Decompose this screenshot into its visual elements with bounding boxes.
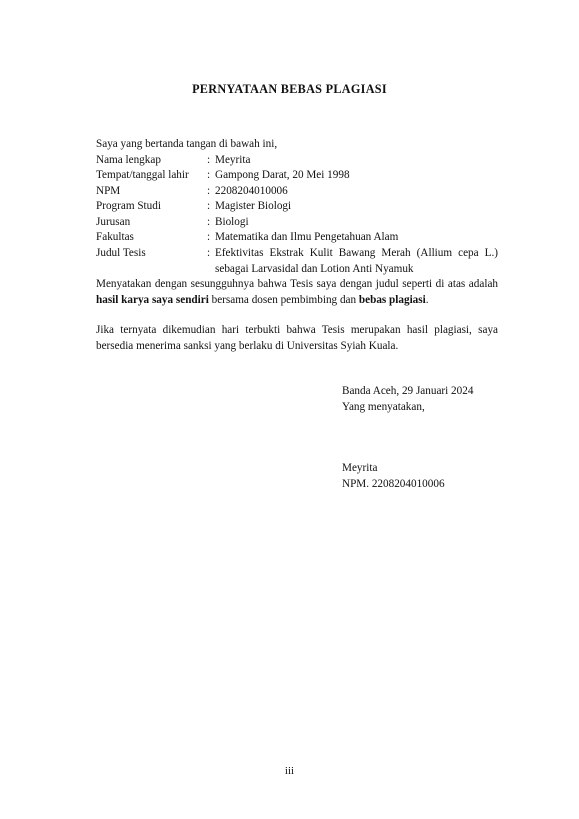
field-colon: : — [207, 200, 211, 213]
field-colon: : — [207, 247, 211, 260]
field-value: Matematika dan Ilmu Pengetahuan Alam — [215, 231, 399, 244]
statement-emphasis: hasil karya saya sendiri — [96, 293, 209, 306]
field-row-npm — [96, 184, 498, 200]
field-row-department — [96, 215, 498, 231]
field-colon: : — [207, 184, 211, 197]
page-title: PERNYATAAN BEBAS PLAGIASI — [192, 82, 387, 96]
field-value: Gampong Darat, 20 Mei 1998 — [215, 169, 350, 182]
thesis-title-value: Efektivitas Ekstrak Kulit Bawang Merah (Allium cepa L.) sebagai Larvasidal dan Lotion Anti Nyamuk — [215, 247, 498, 275]
statement-emphasis: bebas plagiasi — [358, 293, 426, 306]
field-row-program — [96, 199, 498, 215]
intro-text: Saya yang bertanda tangan di bawah ini, — [96, 138, 278, 150]
field-label: Nama lengkap — [96, 153, 161, 166]
statement-text: Menyatakan dengan sesungguhnya bahwa Tesis saya dengan judul seperti di atas adalah — [96, 278, 498, 290]
field-row-thesis-title — [96, 246, 498, 277]
field-value: Biologi — [215, 215, 249, 228]
signature-block — [342, 384, 473, 492]
field-colon: : — [207, 169, 211, 182]
field-label: NPM — [96, 184, 121, 197]
field-colon: : — [207, 153, 211, 166]
signer-name: Meyrita — [342, 462, 378, 475]
field-row-birth — [96, 168, 498, 184]
field-value: Meyrita — [215, 153, 251, 166]
field-value: Magister Biologi — [215, 200, 292, 213]
field-label: Tempat/tanggal lahir — [96, 169, 189, 182]
field-row-faculty — [96, 230, 498, 246]
signature-space — [342, 415, 473, 461]
place-date: Banda Aceh, 29 Januari 2024 — [342, 385, 474, 397]
statement-text: . — [425, 293, 429, 306]
field-colon: : — [207, 215, 211, 228]
field-label: Fakultas — [96, 231, 134, 244]
field-value: 2208204010006 — [215, 184, 288, 197]
consequence-paragraph: Jika ternyata dikemudian hari terbukti bahwa Tesis merupakan hasil plagiasi, saya bersedia menerima sanksi yang berlaku di Universitas Syiah Kuala. — [96, 324, 498, 352]
statement-paragraph — [96, 277, 498, 308]
page-number: iii — [284, 765, 295, 777]
declarant-label: Yang menyatakan, — [342, 400, 425, 413]
identity-table — [96, 153, 498, 278]
field-label: Program Studi — [96, 200, 161, 213]
field-label: Judul Tesis — [96, 247, 146, 260]
field-colon: : — [207, 231, 211, 244]
signer-npm: NPM. 2208204010006 — [342, 477, 445, 490]
field-row-name — [96, 153, 498, 169]
statement-text: bersama dosen pembimbing dan — [208, 293, 359, 306]
field-label: Jurusan — [96, 215, 131, 228]
